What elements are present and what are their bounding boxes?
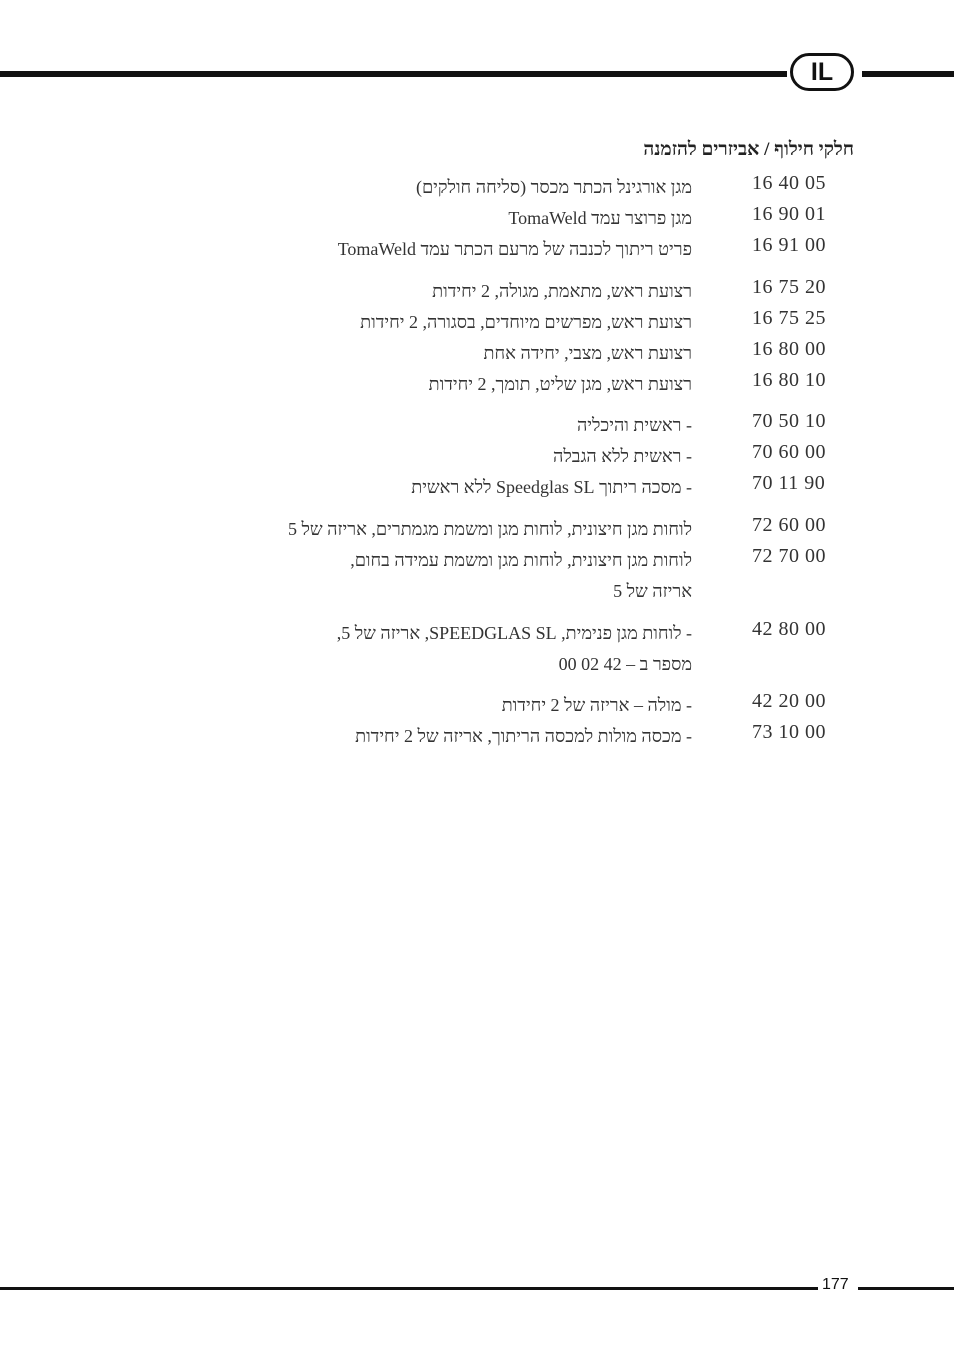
- part-description: [350, 545, 692, 607]
- part-number: 16 80 00: [752, 338, 826, 360]
- description-line: פריט ריתוך לכנבה של מרעם הכתר עמד TomaWeld: [337, 239, 692, 259]
- part-description: [337, 618, 692, 680]
- description-line: מספר ב – 42 02 00: [558, 654, 692, 674]
- list-item: [0, 721, 954, 751]
- part-description: [502, 690, 692, 721]
- description-line: לוחות מגן חיצונית, לוחות מגן ומשמת עמידה בחום,: [350, 550, 692, 570]
- description-line: רצועת ראש, מפרשים מיוחדים, בסגורה, 2 יחידות: [360, 312, 692, 332]
- list-item: [0, 234, 954, 264]
- list-item: [0, 203, 954, 233]
- bottom-rule-right: [858, 1287, 954, 1290]
- description-line: - מסכה ריתוך Speedglas SL ללא ראשית: [411, 477, 692, 497]
- part-number: 42 20 00: [752, 690, 826, 712]
- description-line: - ראשית והיכליה: [576, 415, 692, 435]
- part-number: 16 90 01: [752, 203, 826, 225]
- description-line: מגן אורגינל הכתר מכסר (סליחה חולקים): [415, 177, 692, 197]
- description-line: לוחות מגן חיצונית, לוחות מגן ומשמת מגמתרים, אריזה של 5: [288, 519, 692, 539]
- description-line: - לוחות מגן פנימית, SPEEDGLAS SL, אריזה של 5,: [336, 623, 692, 643]
- part-number: 70 11 90: [752, 472, 826, 494]
- description-line: - ראשית ללא הגבלה: [553, 446, 692, 466]
- description-line: אריזה של 5: [613, 581, 692, 601]
- part-description: [553, 441, 692, 472]
- description-line: רצועת ראש, מגן שליט, תומך, 2 יחידות: [428, 374, 692, 394]
- list-item: [0, 410, 954, 440]
- part-description: [577, 410, 692, 441]
- part-description: [360, 307, 692, 338]
- list-item: [0, 514, 954, 544]
- description-line: - מכסה מולות למכסה הריתוך, אריזה של 2 יחידות: [355, 726, 692, 746]
- part-number: 73 10 00: [752, 721, 826, 743]
- part-number: 72 70 00: [752, 545, 826, 567]
- part-description: [484, 338, 692, 369]
- list-item: [0, 307, 954, 337]
- list-item: [0, 441, 954, 471]
- part-description: [429, 369, 692, 400]
- part-number: 16 91 00: [752, 234, 826, 256]
- list-item: [0, 369, 954, 399]
- list-item: [0, 338, 954, 368]
- list-item: [0, 618, 954, 674]
- part-description: [355, 721, 692, 752]
- part-description: [411, 472, 692, 503]
- part-number: 72 60 00: [752, 514, 826, 536]
- top-rule-left: [0, 71, 787, 77]
- page-number: 177: [822, 1276, 849, 1293]
- part-number: 16 40 05: [752, 172, 826, 194]
- part-number: 70 60 00: [752, 441, 826, 463]
- part-description: [416, 172, 692, 203]
- bottom-rule-left: [0, 1287, 818, 1290]
- list-item: [0, 472, 954, 502]
- part-number: 70 50 10: [752, 410, 826, 432]
- part-description: [288, 514, 692, 545]
- description-line: רצועת ראש, מצבי, יחידה אחת: [483, 343, 692, 363]
- part-number: 16 75 25: [752, 307, 826, 329]
- description-line: - מולה – אריזה של 2 יחידות: [501, 695, 692, 715]
- list-item: [0, 545, 954, 601]
- part-number: 16 75 20: [752, 276, 826, 298]
- language-badge: IL: [790, 53, 854, 91]
- top-rule-right: [862, 71, 954, 77]
- part-number: 42 80 00: [752, 618, 826, 640]
- section-title: חלקי חילוף / אביזרים להזמנה: [643, 139, 854, 160]
- part-description: [338, 234, 692, 265]
- description-line: רצועת ראש, מתאמת, מגולה, 2 יחידות: [432, 281, 692, 301]
- part-description: [508, 203, 692, 234]
- list-item: [0, 690, 954, 720]
- part-description: [432, 276, 692, 307]
- list-item: [0, 172, 954, 202]
- description-line: מגן פרוצר עמד TomaWeld: [508, 208, 692, 228]
- list-item: [0, 276, 954, 306]
- part-number: 16 80 10: [752, 369, 826, 391]
